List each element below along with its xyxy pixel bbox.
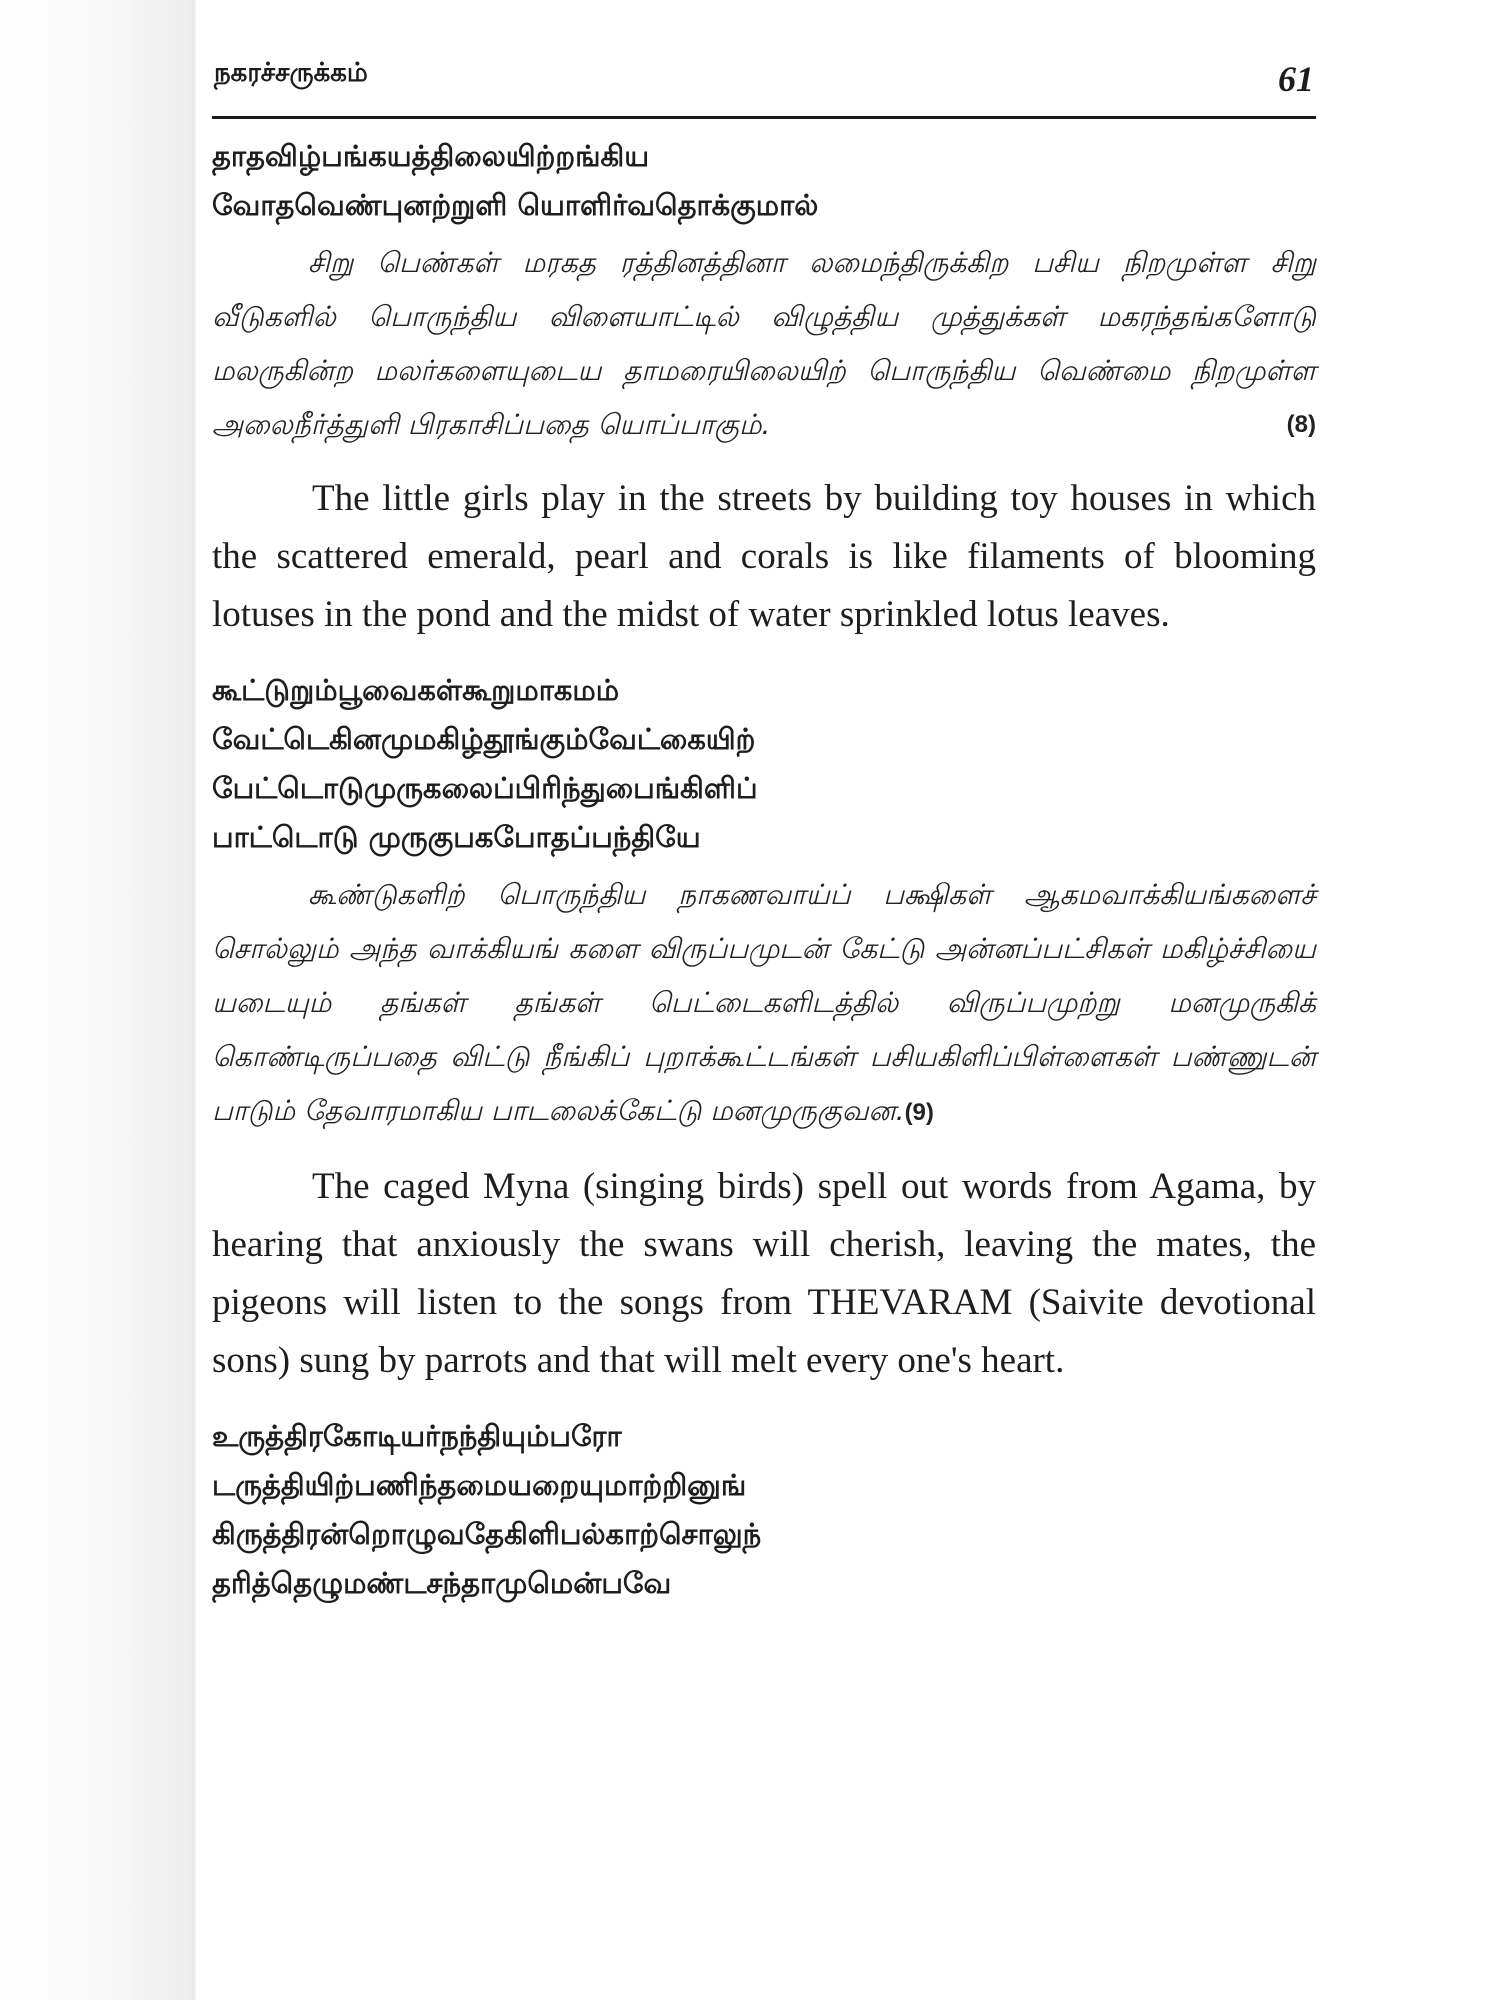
verse-line: கூட்டுறும்பூவைகள்கூறுமாகமம் [212, 673, 620, 707]
verse-9 [212, 666, 1316, 862]
commentary-text: கூண்டுகளிற் பொருந்திய நாகணவாய்ப் பக்ஷிகள் ஆகமவாக்கியங்களைச் சொல்லும் அந்த வாக்கியங் களை விருப்பமுடன் கேட்டு அன்னப்பட்சிகள் மகிழ்ச்சியை யடையும் தங்கள் தங்கள் பெட்டைகளிடத்தில் விருப்பமுற்று மனமுருகிக் கொண்டிருப்பதை விட்டு நீங்கிப் புறாக்கூட்டங்கள் பசியகிளிப்பிள்ளைகள் பண்ணுடன் பாடும் தேவாரமாகிய பாடலைக்கேட்டு மனமுருகுவன. [212, 878, 1316, 1127]
translation-text: The caged Myna (singing birds) spell out words from Agama, by hearing that anxiously the swans will cherish, leaving the mates, the pigeons will listen to the songs from THEVARAM (Saivite devotional sons) sung by parrots and that will melt every one's heart. [212, 1166, 1316, 1381]
verse-line: டருத்தியிற்பணிந்தமையறையுமாற்றினுங் [212, 1468, 747, 1502]
commentary-text: சிறு பெண்கள் மரகத ரத்தினத்தினா லமைந்திருக்கிற பசிய நிறமுள்ள சிறு வீடுகளில் பொருந்திய விளையாட்டில் விழுத்திய முத்துக்கள் மகரந்தங்களோடு மலருகின்ற மலர்களையுடைய தாமரையிலையிற் பொருந்திய வெண்மை நிறமுள்ள அலைநீர்த்துளி பிரகாசிப்பதை யொப்பாகும். [212, 246, 1316, 441]
running-title: நகரச்சருக்கம் [214, 58, 368, 88]
commentary-8 [212, 236, 1316, 452]
commentary-9 [212, 868, 1316, 1140]
verse-8 [212, 132, 1316, 230]
page-gutter-shadow [0, 0, 196, 2000]
verse-number: (9) [904, 1099, 934, 1126]
verse-line: கிருத்திரன்றொழுவதேகிளிபல்காற்சொலுந் [212, 1517, 762, 1551]
verse-10 [212, 1412, 1316, 1608]
translation-9 [212, 1158, 1316, 1390]
page-number: 61 [1278, 59, 1314, 99]
page-binding-edge [192, 0, 196, 2000]
verse-line: பேட்டொடுமுருகலைப்பிரிந்துபைங்கிளிப் [212, 771, 758, 805]
verse-line: பாட்டொடு முருகுபகபோதப்பந்தியே [212, 820, 701, 854]
verse-line: வோதவெண்புனற்றுளி யொளிர்வதொக்குமால் [212, 188, 819, 222]
page-body [212, 132, 1316, 1608]
verse-number: (8) [1286, 411, 1316, 438]
verse-line: தரித்தெழுமண்டசந்தாமுமென்பவே [212, 1566, 672, 1600]
verse-line: உருத்திரகோடியர்நந்தியும்பரோ [212, 1419, 622, 1453]
translation-text: The little girls play in the streets by building toy houses in which the scattered emerald, pearl and corals is like filaments of blooming lotuses in the pond and the midst of water sprinkled lotus leaves. [212, 478, 1316, 635]
verse-line: தாதவிழ்பங்கயத்திலையிற்றங்கிய [212, 139, 650, 173]
page-header [212, 56, 1316, 119]
verse-line: வேட்டெகினமுமகிழ்தூங்கும்வேட்கையிற் [212, 722, 756, 756]
translation-8 [212, 470, 1316, 644]
